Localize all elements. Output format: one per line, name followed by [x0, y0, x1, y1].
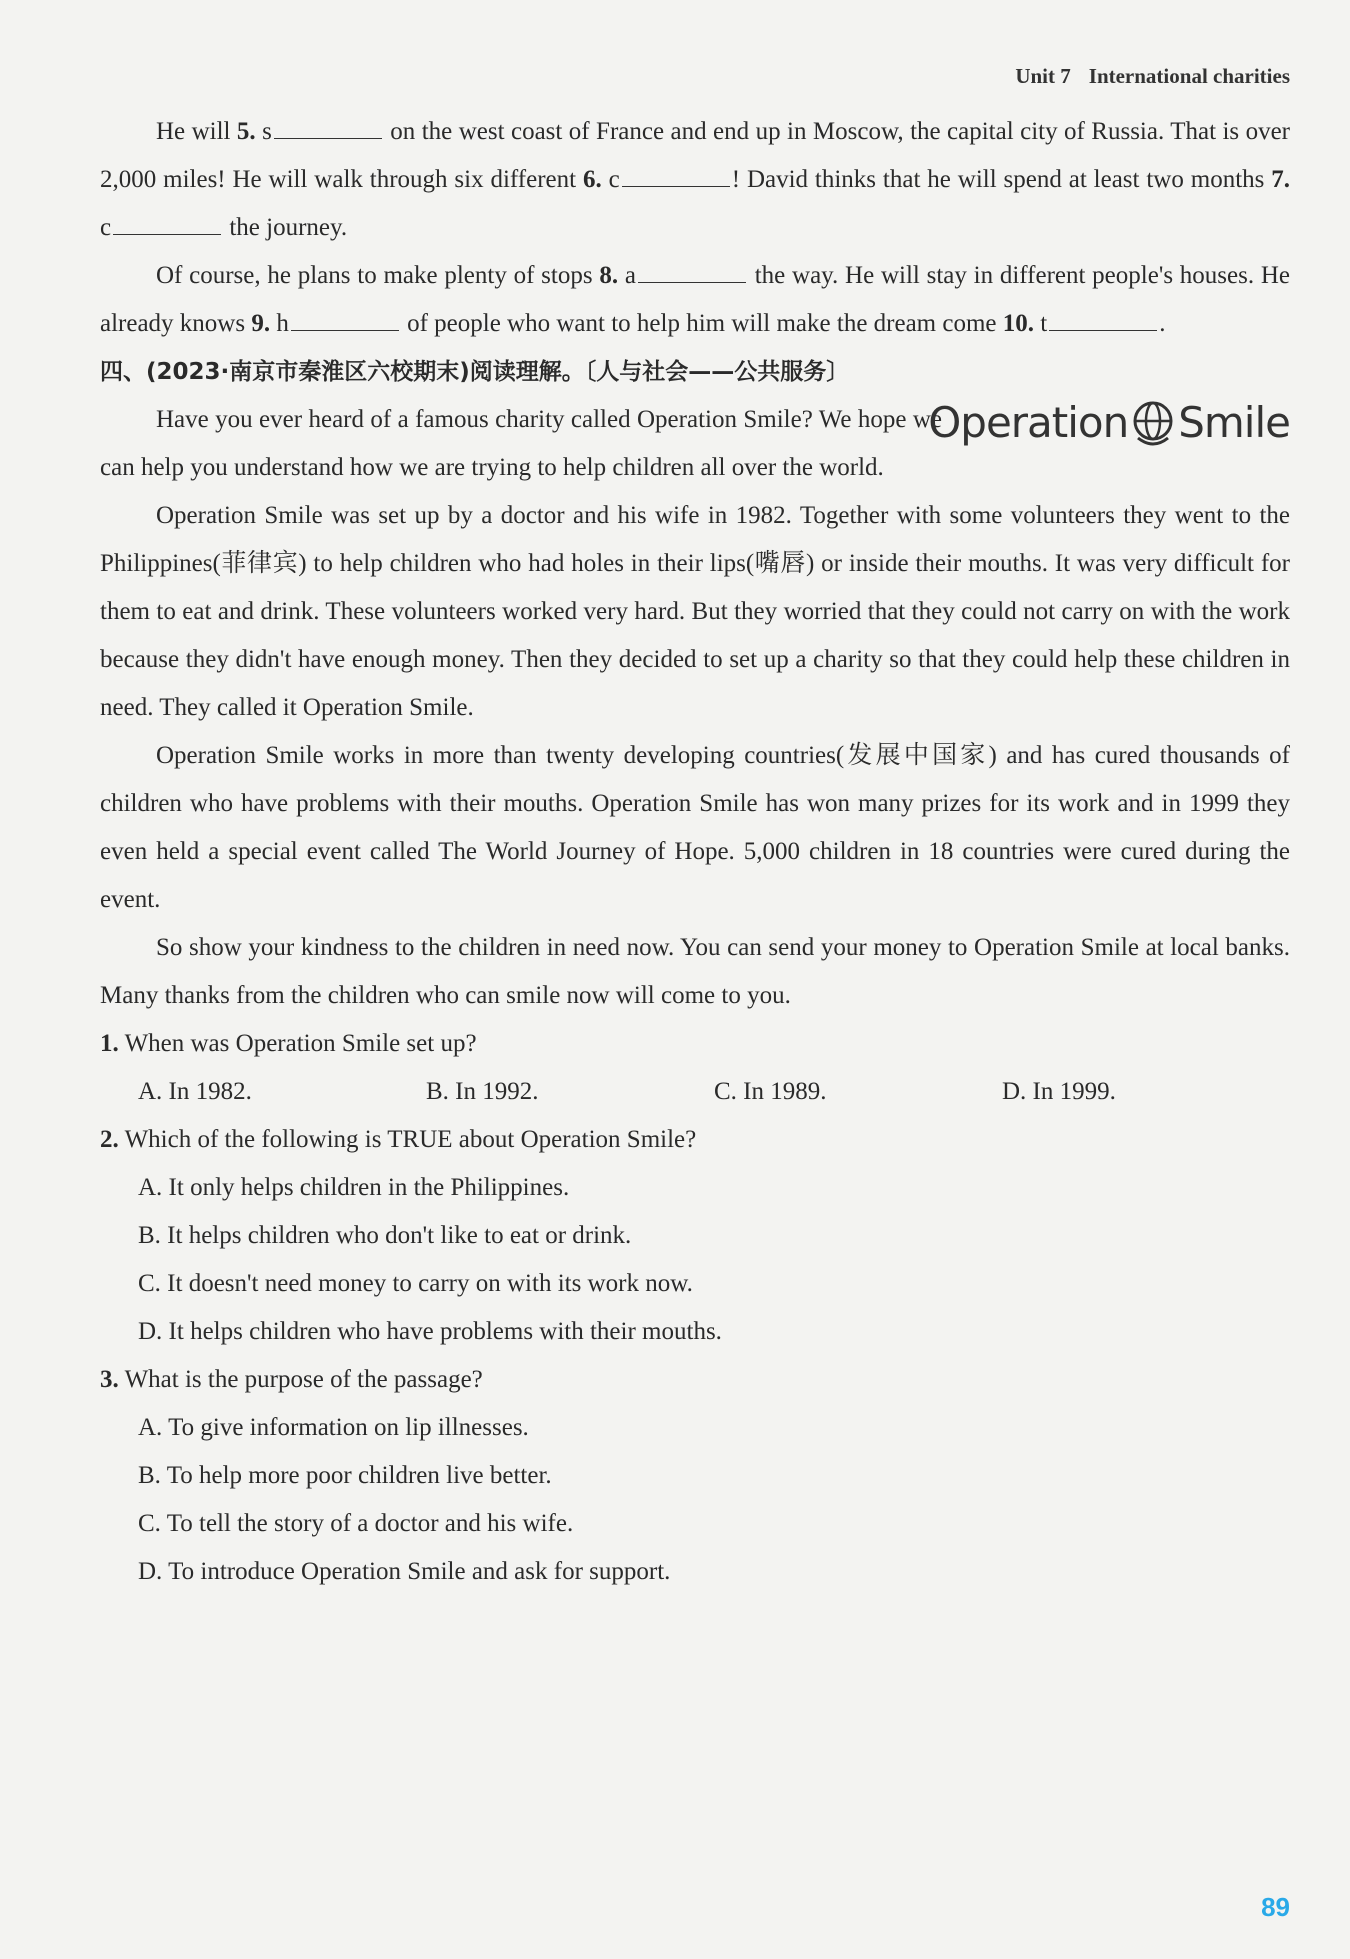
blank-9[interactable] — [291, 330, 399, 331]
option-b[interactable]: B. To help more poor children live better. — [138, 1462, 552, 1489]
blank-number-8: 8. — [599, 262, 619, 289]
options-row — [100, 1068, 1290, 1116]
option-b[interactable]: B. In 1992. — [426, 1078, 539, 1105]
blank-5[interactable] — [274, 138, 382, 139]
text-run: Of course, he plans to make plenty of stops — [156, 262, 600, 289]
globe-smile-icon — [1130, 398, 1176, 448]
option-d[interactable]: D. To introduce Operation Smile and ask for support. — [138, 1558, 671, 1585]
blank-10[interactable] — [1049, 330, 1157, 331]
logo-text-right: Smile — [1178, 398, 1290, 447]
option-a[interactable]: A. To give information on lip illnesses. — [138, 1414, 529, 1441]
operation-smile-logo — [928, 398, 1290, 448]
passage-paragraph-4: So show your kindness to the children in need now. You can send your money to Operation Smile at local banks. Many thanks from the children who can smile now will come to you. — [100, 934, 1290, 1009]
option-a[interactable]: A. In 1982. — [138, 1078, 252, 1105]
blank-number-6: 6. — [582, 166, 602, 193]
content — [100, 108, 1290, 1596]
blank-letter-9: h — [276, 310, 289, 337]
blank-number-7: 7. — [1271, 166, 1290, 193]
option-d[interactable]: D. It helps children who have problems with their mouths. — [138, 1318, 722, 1345]
blank-letter-7: c — [100, 214, 112, 241]
blank-number-5: 5. — [236, 118, 256, 145]
text-run: on the west coast of France and end up in Moscow, the capital city of Russia. That is over 2,000 miles! He will walk through six different — [100, 118, 1290, 193]
question-stem — [100, 1116, 1290, 1164]
section-title: 四、(2023·南京市秦淮区六校期末)阅读理解。〔人与社会——公共服务〕 — [100, 359, 850, 385]
blank-7[interactable] — [113, 234, 221, 235]
question-number: 1. — [100, 1030, 119, 1057]
blank-6[interactable] — [622, 186, 730, 187]
intro-block — [100, 396, 1290, 492]
page-number: 89 — [1261, 1892, 1290, 1922]
passage-paragraph-1: Have you ever heard of a famous charity called Operation Smile? We hope we can help you understand how we are trying to help children all over the world. — [100, 406, 942, 481]
question-stem — [100, 1356, 1290, 1404]
blank-number-10: 10. — [1002, 310, 1035, 337]
passage-paragraph-2: Operation Smile was set up by a doctor and his wife in 1982. Together with some volunteers they went to the Philippines(菲律宾) to help children who had holes in their lips(嘴唇) or inside their mouths. It was very difficult for them to eat and drink. These volunteers worked very hard. But they worried that they could not carry on with the work because they didn't have enough money. Then they decided to set up a charity so that they could help these children in need. They called it Operation Smile. — [100, 502, 1290, 721]
option-c[interactable]: C. To tell the story of a doctor and his wife. — [138, 1510, 574, 1537]
blank-letter-6: c — [608, 166, 620, 193]
option-c[interactable]: C. It doesn't need money to carry on with its work now. — [138, 1270, 693, 1297]
question-3 — [100, 1356, 1290, 1596]
blank-number-9: 9. — [251, 310, 271, 337]
question-1 — [100, 1020, 1290, 1116]
cloze-paragraph-1 — [100, 108, 1290, 252]
blank-8[interactable] — [638, 282, 746, 283]
question-text: What is the purpose of the passage? — [124, 1366, 483, 1393]
question-stem — [100, 1020, 1290, 1068]
unit-title: International charities — [1088, 64, 1290, 88]
option-c[interactable]: C. In 1989. — [714, 1078, 827, 1105]
option-a[interactable]: A. It only helps children in the Philippines. — [138, 1174, 570, 1201]
text-run: He will — [156, 118, 237, 145]
text-run: the journey. — [223, 214, 348, 241]
question-number: 2. — [100, 1126, 119, 1153]
text-run: the way. He will stay in different people's houses. He already knows — [100, 262, 1291, 337]
text-run: of people who want to help him will make the dream come — [400, 310, 1003, 337]
page-header — [1015, 64, 1290, 89]
blank-letter-5: s — [262, 118, 272, 145]
question-text: When was Operation Smile set up? — [124, 1030, 477, 1057]
question-2 — [100, 1116, 1290, 1356]
passage-paragraph-3: Operation Smile works in more than twenty developing countries(发展中国家) and has cured thousands of children who have problems with their mouths. Operation Smile has won many prizes for its work and in 1999 they even held a special event called The World Journey of Hope. 5,000 children in 18 countries were cured during the event. — [100, 742, 1290, 913]
option-b[interactable]: B. It helps children who don't like to eat or drink. — [138, 1222, 632, 1249]
unit-label: Unit 7 — [1015, 64, 1071, 88]
logo-text-left: Operation — [928, 398, 1129, 447]
cloze-paragraph-2 — [100, 252, 1290, 348]
text-run: . — [1159, 310, 1166, 337]
blank-letter-8: a — [624, 262, 636, 289]
question-number: 3. — [100, 1366, 119, 1393]
option-d[interactable]: D. In 1999. — [1002, 1078, 1116, 1105]
blank-letter-10: t — [1040, 310, 1048, 337]
text-run: ! David thinks that he will spend at least two months — [731, 166, 1272, 193]
question-text: Which of the following is TRUE about Operation Smile? — [124, 1126, 697, 1153]
